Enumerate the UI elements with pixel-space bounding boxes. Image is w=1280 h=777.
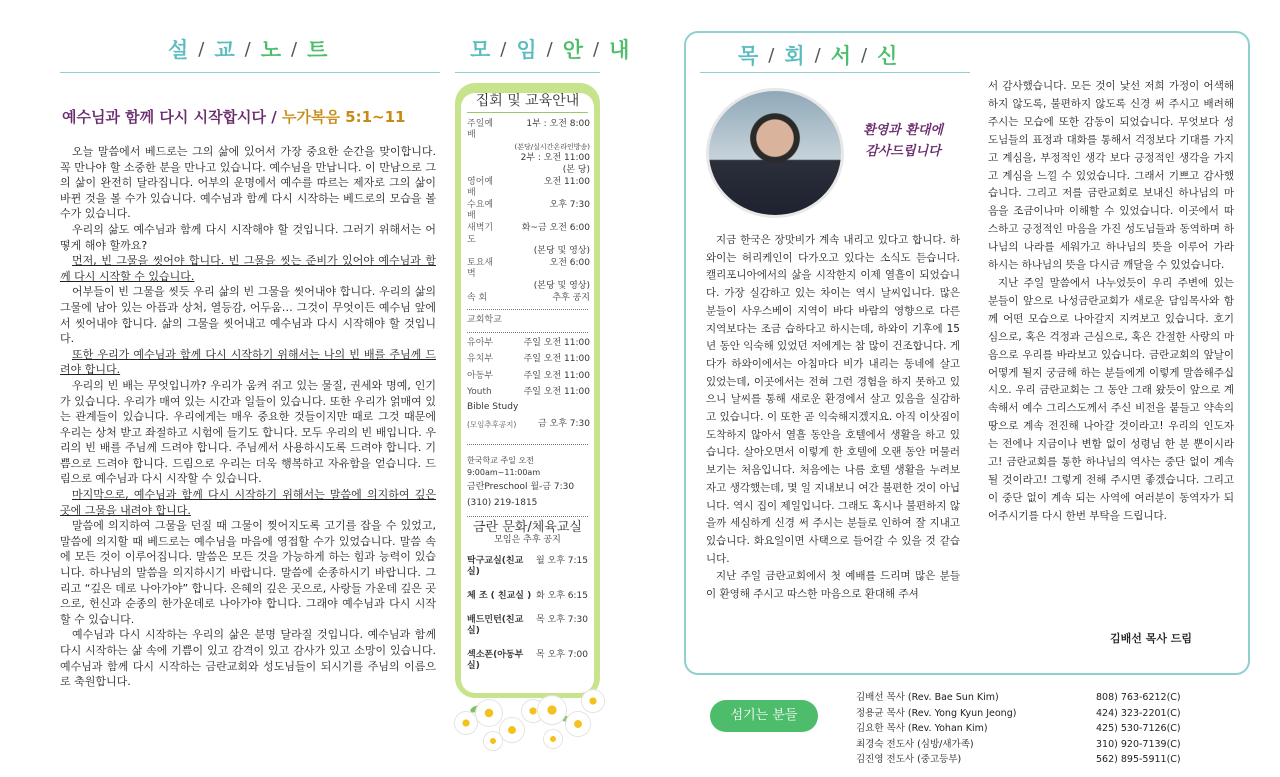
culture-class: 배드민턴(친교실) xyxy=(467,614,524,637)
title-separator: / xyxy=(814,44,821,66)
pastor-title xyxy=(738,40,897,70)
schedule-title-rule xyxy=(455,72,600,73)
sermon-paragraph: 어부들이 빈 그물을 씻듯 우리 삶의 빈 그물을 씻어내야 합니다. 우리의 삶의 그물에 남아 있는 아픔과 상처, 열등감, 어두움… 그것이 무엇이든 예수님 앞에서 씻어내야 합니다. 삶의 그물을 씻어내고 예수님과 다시 시작해야 할 것입니다. xyxy=(60,285,436,346)
worship-label: 영어예배 xyxy=(467,176,494,199)
worship-time: (본 당) xyxy=(562,164,590,175)
letter-paragraph: 지난 주일 금란교회에서 첫 예배를 드리며 많은 분들이 환영해 주시고 따스한 마음으로 환대해 주셔 xyxy=(706,570,960,601)
welcome-line: 환영과 환대에 xyxy=(863,123,943,138)
pastor-title-rule xyxy=(700,72,970,73)
letter-paragraph: 지금 한국은 장맛비가 계속 내리고 있다고 합니다. 하와이는 허리케인이 다가오고 있다는 소식도 듣습니다. 캘리포니아에서의 삶을 시작한지 이제 열흘이 되었습니다. 가장 실감하고 있는 차이는 역시 날씨입니다. 많은 분들이 사우스베이 지역이 바다 바람의 영향으로 다른 지역보다는 조금 습하다고 하시는데, 하와이 기후에 15년 동안 익숙해 있었던 저에게는 참 많이 건조합니다. 게다가 하와이에서는 아침마다 비가 내리는 동네에 살고 있었는데, 이곳에서는 전혀 그런 경험을 하지 못하고 있으니 날씨를 통해 새로운 환경에서 살고 있음을 실감하고 있습니다. 이 또한 곧 익숙해지겠지요. 아직 이삿짐이 도착하지 않아서 열흘 동안을 호텔에서 생활을 하고 있습니다. 살아오면서 이렇게 한 호텔에 오랜 동안 머물러 보기는 처음입니다. 처음에는 나름 호텔 생활을 누려보자고 생각했는데, 몇 일 지내보니 여간 불편한 것이 아닙니다. 역시 집이 제일입니다. 그래도 혹시나 불편하지 않을까 세심하게 신경 써 주시는 분들로 인하여 잘 지내고 있습니다. 화요일이면 사택으로 들어갈 수 있을 것 같습니다. xyxy=(706,234,960,565)
pastor-title-char: 회 xyxy=(784,44,805,68)
worship-time: 2부 : 오전 11:00 xyxy=(520,153,590,164)
sermon-title-char: 교 xyxy=(214,38,235,62)
worship-time: 추후 공지 xyxy=(552,292,590,303)
title-separator: / xyxy=(593,38,600,60)
schedule-title-char: 안 xyxy=(562,38,584,62)
sermon-heading-title: 예수님과 함께 다시 시작합시다 / xyxy=(62,108,277,126)
schedule-panel xyxy=(455,83,600,698)
pastor-title-char: 목 xyxy=(738,44,759,68)
title-separator: / xyxy=(244,38,251,60)
title-separator: / xyxy=(198,38,205,60)
schedule-title-char: 모 xyxy=(470,38,491,62)
sermon-body xyxy=(60,144,436,690)
school-time: 주일 오전 11:00 xyxy=(523,370,590,381)
worship-label: 속 회 xyxy=(467,292,488,303)
schedule-header: 집회 및 교육안내 xyxy=(467,93,588,113)
sermon-title xyxy=(168,34,327,64)
worship-time: (본당 및 영상) xyxy=(533,246,590,257)
server-name: 정용균 목사 (Rev. Yong Kyun Jeong) xyxy=(856,707,1017,719)
daisy-flower xyxy=(476,700,502,726)
server-row xyxy=(856,721,1236,737)
bible-study-time: 금 오후 7:30 xyxy=(537,418,590,429)
worship-time: 1부 : 오전 8:00 xyxy=(526,118,590,129)
dotted-divider xyxy=(467,332,588,333)
worship-label xyxy=(467,153,501,165)
school-time: 주일 오전 11:00 xyxy=(523,337,590,348)
school-dept: Youth xyxy=(467,387,492,398)
school-dept: 유치부 xyxy=(467,354,494,365)
culture-class: 섹소폰(아동부실) xyxy=(467,649,524,672)
worship-label xyxy=(467,281,501,293)
title-separator: / xyxy=(291,38,298,60)
worship-time: 화~금 오전 6:00 xyxy=(521,222,590,233)
worship-time: (본당 및 영상) xyxy=(533,280,590,291)
server-name: 최경숙 전도사 (심방/새가족) xyxy=(856,738,974,750)
sermon-paragraph: 우리의 빈 배는 무엇입니까? 우리가 움켜 쥐고 있는 물질, 권세와 명예, 인기가 있습니다. 우리가 매여 있는 시간과 일들이 있습니다. 또한 우리가 얽매여 있는 관계들이 있습니다. 우리에게는 매우 중요한 것들이지만 때로 그것 때문에 우리는 상처 받고 좌절하고 시험에 들기도 합니다. 모두 우리의 빈 배입니다. 우리의 빈 배를 주님께 드려야 합니다. 주님께서 사용하시도록 드려야 합니다. 기쁨으로 드려야 합니다. 드림으로 우리는 더욱 행복하고 자유함을 얻습니다. 드림으로 예수님과 다시 시작할 수 있습니다. xyxy=(60,378,436,486)
servers-label-badge: 섬기는 분들 xyxy=(710,700,818,732)
sermon-paragraph: 예수님과 다시 시작하는 우리의 삶은 분명 달라질 것입니다. 예수님과 함께 다시 시작하는 삶 속에 기쁨이 있고 감격이 있고 감사가 있고 소망이 있습니다. 예수님과 함께 다시 시작하는 금란교회와 성도님들이 되시기를 주님의 이름으로 축원합니다. xyxy=(60,628,436,689)
preschool: 금란Preschool 월-금 7:30 xyxy=(467,482,575,493)
pastor-photo xyxy=(706,88,844,218)
sermon-paragraph: 오늘 말씀에서 베드로는 그의 삶에 있어서 가장 중요한 순간을 맞이합니다. 꼭 만나야 할 소중한 분을 만나고 있습니다. 예수님을 만납니다. 이 만남으로 그의 삶이 완전히 달라집니다. 어부의 운명에서 예수를 따르는 제자로 그의 삶이 바뀐 것을 볼 수가 있습니다. 예수님과 함께 다시 시작하는 베드로의 모습을 볼 수가 있습니다. xyxy=(60,145,436,221)
welcome-message xyxy=(848,120,958,162)
sermon-paragraph: 또한 우리가 예수님과 함께 다시 시작하기 위해서는 나의 빈 배를 주님께 드려야 합니다. xyxy=(60,347,436,377)
sermon-title-char: 설 xyxy=(168,38,189,62)
server-row xyxy=(856,752,1236,768)
worship-time: 오전 6:00 xyxy=(549,257,590,268)
title-separator: / xyxy=(546,38,553,60)
server-row xyxy=(856,690,1236,706)
pastor-letter-column-2 xyxy=(988,78,1234,526)
culture-class: 체 조 ( 친교실 ) xyxy=(467,591,532,601)
worship-label: 수요예배 xyxy=(467,199,494,222)
sermon-title-rule xyxy=(60,72,440,73)
daisy-flower xyxy=(566,712,590,736)
worship-time: (본당/실시간온라인방송) xyxy=(514,142,590,151)
korean-school: 한국학교 주일 오전 9:00am~11:00am xyxy=(467,456,541,477)
dotted-divider xyxy=(467,309,588,310)
dotted-divider xyxy=(467,516,588,517)
title-separator: / xyxy=(861,44,868,66)
pastor-title-char: 신 xyxy=(877,44,898,68)
school-label: 교회학교 xyxy=(467,315,502,326)
server-row xyxy=(856,706,1236,722)
server-phone: 424) 323-2201(C) xyxy=(1096,707,1181,719)
school-phone: (310) 219-1815 xyxy=(467,498,538,509)
schedule-inner xyxy=(461,93,594,693)
culture-title: 금란 문화/체육교실 xyxy=(473,519,582,535)
server-name: 김진영 전도사 (중고등부) xyxy=(856,754,962,766)
daisy-flower xyxy=(544,730,562,748)
worship-label xyxy=(467,246,501,258)
letter-signature: 김배선 목사 드림 xyxy=(1110,632,1193,645)
title-separator: / xyxy=(500,38,507,60)
sermon-paragraph: 먼저, 빈 그물을 씻어야 합니다. 빈 그물을 씻는 준비가 있어야 예수님과 함께 다시 시작할 수 있습니다. xyxy=(60,254,436,283)
sermon-heading xyxy=(62,106,482,127)
server-row xyxy=(856,737,1236,753)
server-phone: 425) 530-7126(C) xyxy=(1096,723,1181,735)
culture-time: 월 오후 7:15 xyxy=(535,555,588,566)
schedule-title xyxy=(470,34,629,64)
title-separator: / xyxy=(768,44,775,66)
sermon-title-char: 노 xyxy=(260,38,282,62)
daisy-flower xyxy=(538,696,566,724)
worship-time: 오전 11:00 xyxy=(543,176,590,187)
letter-paragraph: 지난 주일 말씀에서 나누었듯이 우리 주변에 있는 분들이 앞으로 나성금란교회가 새로운 담임목사와 함께 어떤 모습으로 나아갈지 지켜보고 있습니다. 호기심으로, 혹은 걱정과 근심으로, 혹은 간절한 사랑의 마음으로 우리를 바라보고 있습니다. 금란교회의 앞날이 어떻게 될지 궁금해 하는 분들에게 이렇게 말씀해주십시오. 우리 금란교회는 그 동안 그래 왔듯이 앞으로 계속해서 예수 그리스도께서 주신 비전을 붙들고 약속의 땅으로 계속 전진해 나아갈 것이라고! 우리의 인도자는 전에나 지금이나 변함 없이 성령님 한 분 뿐이시라고! 금란교회를 통한 하나님의 역사는 중단 없이 계속될 것이라고! 그렇게 전해 주시면 좋겠습니다. 그리고 이 중단 없이 계속 되는 사역에 여러분이 동역자가 되어주시기를 다시 한번 부탁을 드립니다. xyxy=(988,276,1234,522)
bible-study-label: Bible Study xyxy=(467,402,519,413)
welcome-line: 감사드립니다 xyxy=(865,144,941,159)
sermon-paragraph: 우리의 삶도 예수님과 함께 다시 시작해야 할 것입니다. 그러기 위해서는 어떻게 해야 할까요? xyxy=(60,222,436,252)
school-time: 주일 오전 11:00 xyxy=(523,387,590,398)
letter-paragraph: 서 감사했습니다. 모든 것이 낯선 저희 가정이 어색해 하지 않도록, 불편하지 않도록 신경 써 주시고 배려해 주시는 모습에 또한 감동이 되었습니다. 무엇보다 성도님들의 표정과 대화를 통해서 걱정보다 기대를 가지고 계심을, 부정적인 생각 보다 긍정적인 생각을 가지고 계심을 느낄 수 있었습니다. 그래서 기쁘고 감사했습니다. 그리고 저를 금란교회로 보내신 하나님의 마음을 조금이나마 이해할 수 있었습니다. 이곳에서 따스하고 긍정적인 마음을 가진 성도님들과 동역하며 하나님의 나라를 세워가고 하나님의 뜻을 이루어 가라 하시는 하나님의 뜻을 다시금 깨달을 수 있었습니다. xyxy=(988,80,1234,272)
culture-subtitle: 모임은 추후 공지 xyxy=(494,535,561,546)
worship-label: 토요새벽 xyxy=(467,257,494,280)
culture-time: 목 오후 7:30 xyxy=(535,614,588,625)
server-phone: 562) 895-5911(C) xyxy=(1096,754,1181,766)
daisy-flower xyxy=(582,690,604,712)
sermon-paragraph: 말씀에 의지하여 그물을 던질 때 그물이 찢어지도록 고기를 잡을 수 있었고, 말씀에 의지할 때 베드로는 예수님을 마음에 영접할 수가 있었습니다. 말씀 속에 모든 것이 이루어집니다. 말씀은 모든 것을 가능하게 하는 힘과 능력이 있습니다. 하나님의 말씀을 의지하시기 바랍니다. 말씀에 순종하시기 바랍니다. 그리고 “깊은 데로 나아가야” 합니다. 은혜의 깊은 곳으로, 사랑들 가운데 깊은 곳으로, 헌신과 순종의 한가운데로 나아가야 합니다. 그래야 예수님과 다시 시작할 수 있습니다. xyxy=(60,519,436,626)
dotted-divider xyxy=(467,444,588,445)
schedule-title-char: 내 xyxy=(609,38,630,62)
server-phone: 310) 920-7139(C) xyxy=(1096,738,1181,750)
server-phone: 808) 763-6212(C) xyxy=(1096,692,1181,703)
school-dept: 아동부 xyxy=(467,370,494,381)
culture-class: 탁구교실(친교실) xyxy=(467,555,524,578)
worship-label: 주일예배 xyxy=(467,118,494,141)
daisy-flower xyxy=(500,718,524,742)
culture-time: 화 오후 6:15 xyxy=(535,591,588,601)
sermon-paragraph: 마지막으로, 예수님과 함께 다시 시작하기 위해서는 말씀에 의지하여 깊은 곳에 그물을 내려야 합니다. xyxy=(60,488,436,517)
servers-list xyxy=(856,690,1236,768)
server-name: 김배선 목사 (Rev. Bae Sun Kim) xyxy=(856,692,999,703)
sermon-title-char: 트 xyxy=(307,38,328,62)
school-time: 주일 오전 11:00 xyxy=(523,354,590,365)
pastor-title-char: 서 xyxy=(830,44,852,68)
daisy-flower xyxy=(455,712,477,734)
schedule-title-char: 임 xyxy=(516,38,537,62)
sermon-heading-reference: 누가복음 5:1~11 xyxy=(281,108,406,126)
bible-study-note: (모임추후공지) xyxy=(467,419,517,429)
culture-time: 목 오후 7:00 xyxy=(535,649,588,660)
daisy-flower xyxy=(484,732,502,750)
worship-label xyxy=(467,142,501,154)
school-dept: 유아부 xyxy=(467,337,494,348)
worship-time: 오후 7:30 xyxy=(549,199,590,210)
server-name: 김요한 목사 (Rev. Yohan Kim) xyxy=(856,723,988,735)
pastor-letter-column-1 xyxy=(706,232,960,604)
worship-label xyxy=(467,165,501,177)
worship-label: 새벽기도 xyxy=(467,222,494,245)
